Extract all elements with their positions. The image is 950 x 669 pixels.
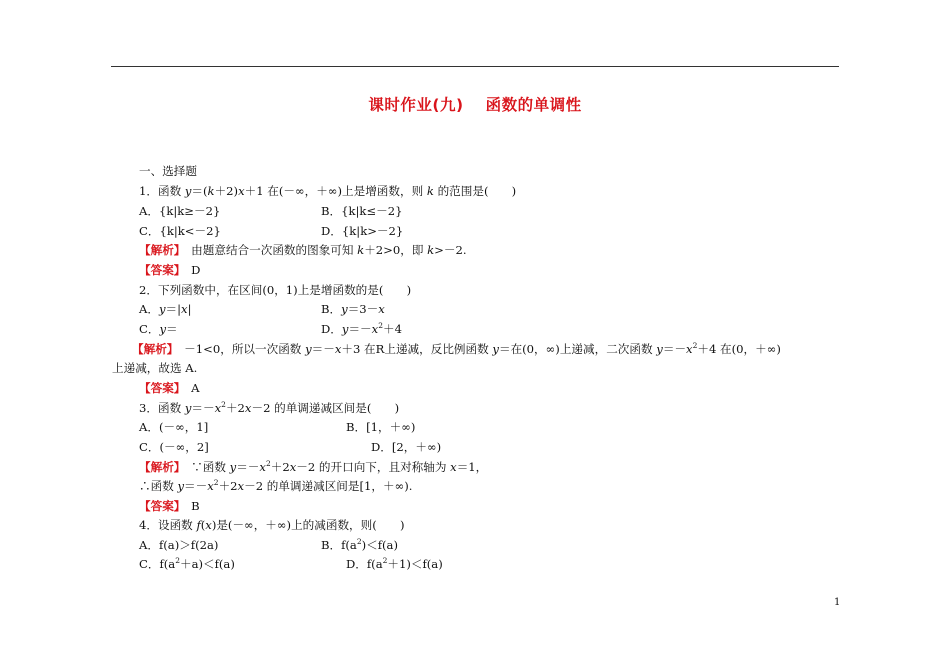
section-heading: 一、选择题 xyxy=(139,164,197,178)
q2-analysis: 【解析】 －1<0，所以一次函数 y＝－x＋3 在R上递减，反比例函数 y＝在(0，∞)上递减，二次函数 $y=-x^2+4$ 在(0，＋∞) xyxy=(132,341,781,356)
answer-tag: 【答案】 xyxy=(139,263,180,277)
q2-stem: 2．下列函数中，在区间(0，1)上是增函数的是( ) xyxy=(139,283,412,297)
page-title xyxy=(0,93,950,115)
q2-option-b: B．y＝3－x xyxy=(321,302,385,316)
title-right: 函数的单调性 xyxy=(485,96,582,114)
q3-analysis: 【解析】 ∵函数 $y=-x^2+2x-2$ 的开口向下，且对称轴为 x＝1， xyxy=(139,459,488,474)
page-number: 1 xyxy=(834,597,841,608)
q4-option-d: D．$f(a^2+1)<f(a)$ xyxy=(346,556,443,571)
q1-analysis: 【解析】 由题意结合一次函数的图象可知 k＋2>0，即 k>－2. xyxy=(139,243,467,257)
header-rule xyxy=(111,66,839,67)
q3-option-b: B．[1，＋∞) xyxy=(346,420,416,434)
q1-option-d: D．{k|k>－2} xyxy=(321,224,404,238)
analysis-tag: 【解析】 xyxy=(139,243,180,257)
q3-analysis-line2: ∴函数 $y=-x^2+2x-2$ 的单调递减区间是[1，＋∞). xyxy=(139,478,413,493)
q3-option-c: C．(－∞，2] xyxy=(139,440,209,454)
q4-option-b: B．$f(a^2)<f(a)$ xyxy=(321,537,398,552)
q3-option-a: A．(－∞，1] xyxy=(139,420,209,434)
q1-option-a: A．{k|k≥－2} xyxy=(139,204,221,218)
q4-option-c: C．$f(a^2+a)<f(a)$ xyxy=(139,556,235,571)
analysis-tag: 【解析】 xyxy=(132,342,173,356)
q1-option-b: B．{k|k≤－2} xyxy=(321,204,403,218)
q3-answer: 【答案】 B xyxy=(139,499,200,513)
analysis-tag: 【解析】 xyxy=(139,460,180,474)
q3-option-d: D．[2，＋∞) xyxy=(371,440,442,454)
q2-answer: 【答案】 A xyxy=(139,381,200,395)
q2-analysis-line2: 上递减，故选 A. xyxy=(112,361,198,375)
answer-tag: 【答案】 xyxy=(139,499,180,513)
q3-stem: 3．函数 $y=-x^2+2x-2$ 的单调递减区间是( ) xyxy=(139,400,400,415)
q2-option-c: C．y＝ xyxy=(139,322,178,336)
q1-answer: 【答案】 D xyxy=(139,263,201,277)
q4-stem: 4．设函数 f(x)是(－∞，＋∞)上的减函数，则( ) xyxy=(139,518,405,532)
q1-option-c: C．{k|k<－2} xyxy=(139,224,221,238)
q2-option-a: A．y＝|x| xyxy=(139,302,192,316)
q4-option-a: A．f(a)＞f(2a) xyxy=(139,538,219,552)
q2-option-d: D．$y=-x^2+4$ xyxy=(321,321,402,336)
q1-stem: 1．函数 y＝(k＋2)x＋1 在(－∞，＋∞)上是增函数，则 k 的范围是( ) xyxy=(139,184,517,198)
answer-tag: 【答案】 xyxy=(139,381,180,395)
title-left: 课时作业(九) xyxy=(368,96,464,114)
